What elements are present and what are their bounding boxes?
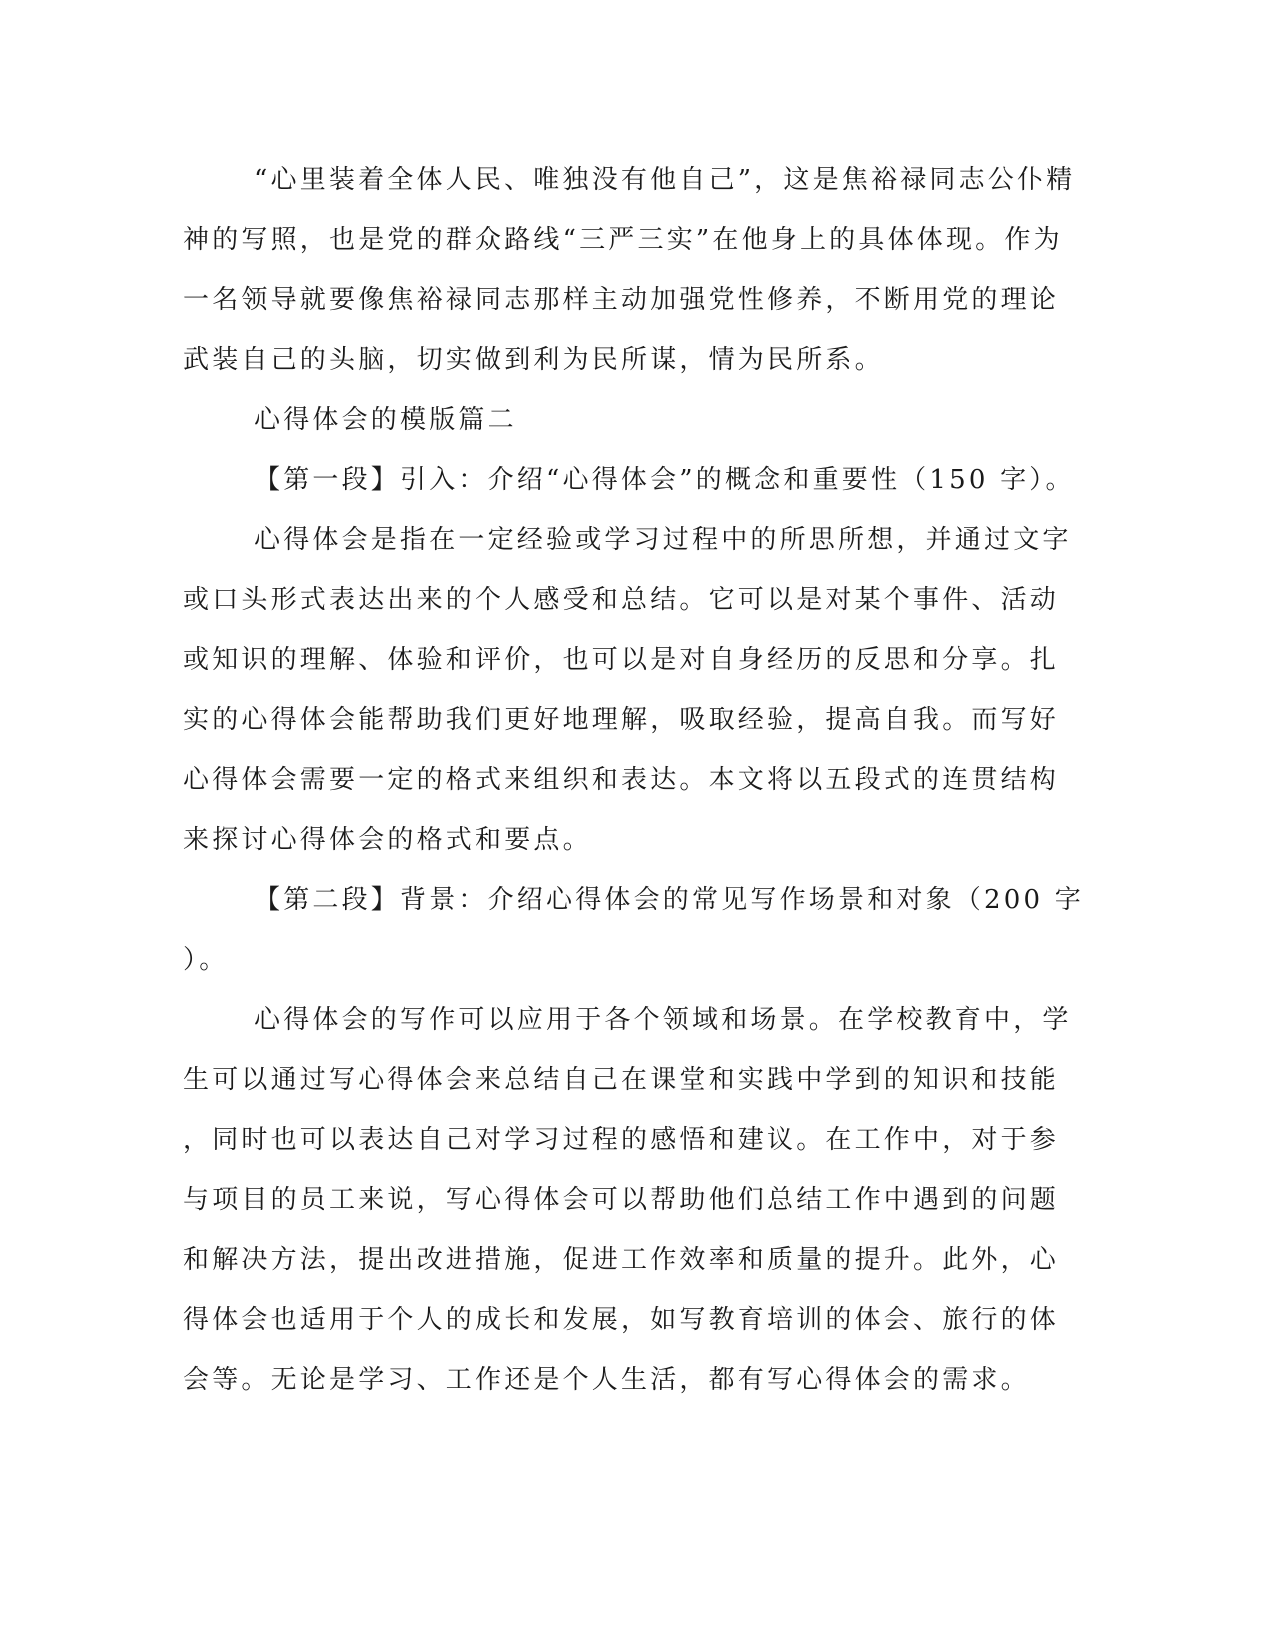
paragraph-scenarios [183, 990, 1072, 1410]
text-line: ，同时也可以表达自己对学习过程的感悟和建议。在工作中，对于参 [183, 1125, 1060, 1155]
paragraph-jiao-yulu [183, 150, 1076, 390]
text-line: 【第一段】引入：介绍“心得体会”的概念和重要性（150 字）。 [254, 465, 1075, 495]
text-line: 心得体会需要一定的格式来组织和表达。本文将以五段式的连贯结构 [183, 765, 1060, 795]
text-line: “心里装着全体人民、唯独没有他自己”，这是焦裕禄同志公仆精 [254, 165, 1076, 195]
paragraph-section-two-title [183, 870, 1084, 990]
text-line: 一名领导就要像焦裕禄同志那样主动加强党性修养，不断用党的理论 [183, 285, 1060, 315]
text-line: 神的写照，也是党的群众路线“三严三实”在他身上的具体体现。作为 [183, 225, 1063, 255]
text-line: 或口头形式表达出来的个人感受和总结。它可以是对某个事件、活动 [183, 585, 1060, 615]
text-line: 得体会也适用于个人的成长和发展，如写教育培训的体会、旅行的体 [183, 1305, 1060, 1335]
text-line: 武装自己的头脑，切实做到利为民所谋，情为民所系。 [183, 345, 884, 375]
paragraph-definition [183, 510, 1072, 870]
text-line: 心得体会的写作可以应用于各个领域和场景。在学校教育中，学 [254, 1005, 1072, 1035]
text-line: 实的心得体会能帮助我们更好地理解，吸取经验，提高自我。而写好 [183, 705, 1060, 735]
heading-text: 心得体会的模版篇二 [254, 405, 517, 435]
text-line: ）。 [183, 945, 229, 975]
text-line: 或知识的理解、体验和评价，也可以是对自身经历的反思和分享。扎 [183, 645, 1060, 675]
text-line: 生可以通过写心得体会来总结自己在课堂和实践中学到的知识和技能 [183, 1065, 1060, 1095]
text-line: 会等。无论是学习、工作还是个人生活，都有写心得体会的需求。 [183, 1365, 1030, 1395]
text-line: 和解决方法，提出改进措施，促进工作效率和质量的提升。此外，心 [183, 1245, 1060, 1275]
text-line: 【第二段】背景：介绍心得体会的常见写作场景和对象（200 字 [254, 885, 1084, 915]
text-line: 与项目的员工来说，写心得体会可以帮助他们总结工作中遇到的问题 [183, 1185, 1060, 1215]
text-line: 心得体会是指在一定经验或学习过程中的所思所想，并通过文字 [254, 525, 1072, 555]
section-heading [183, 390, 1030, 450]
text-line: 来探讨心得体会的格式和要点。 [183, 825, 592, 855]
document-body [183, 150, 1084, 1410]
paragraph-section-one-title [183, 450, 1075, 510]
